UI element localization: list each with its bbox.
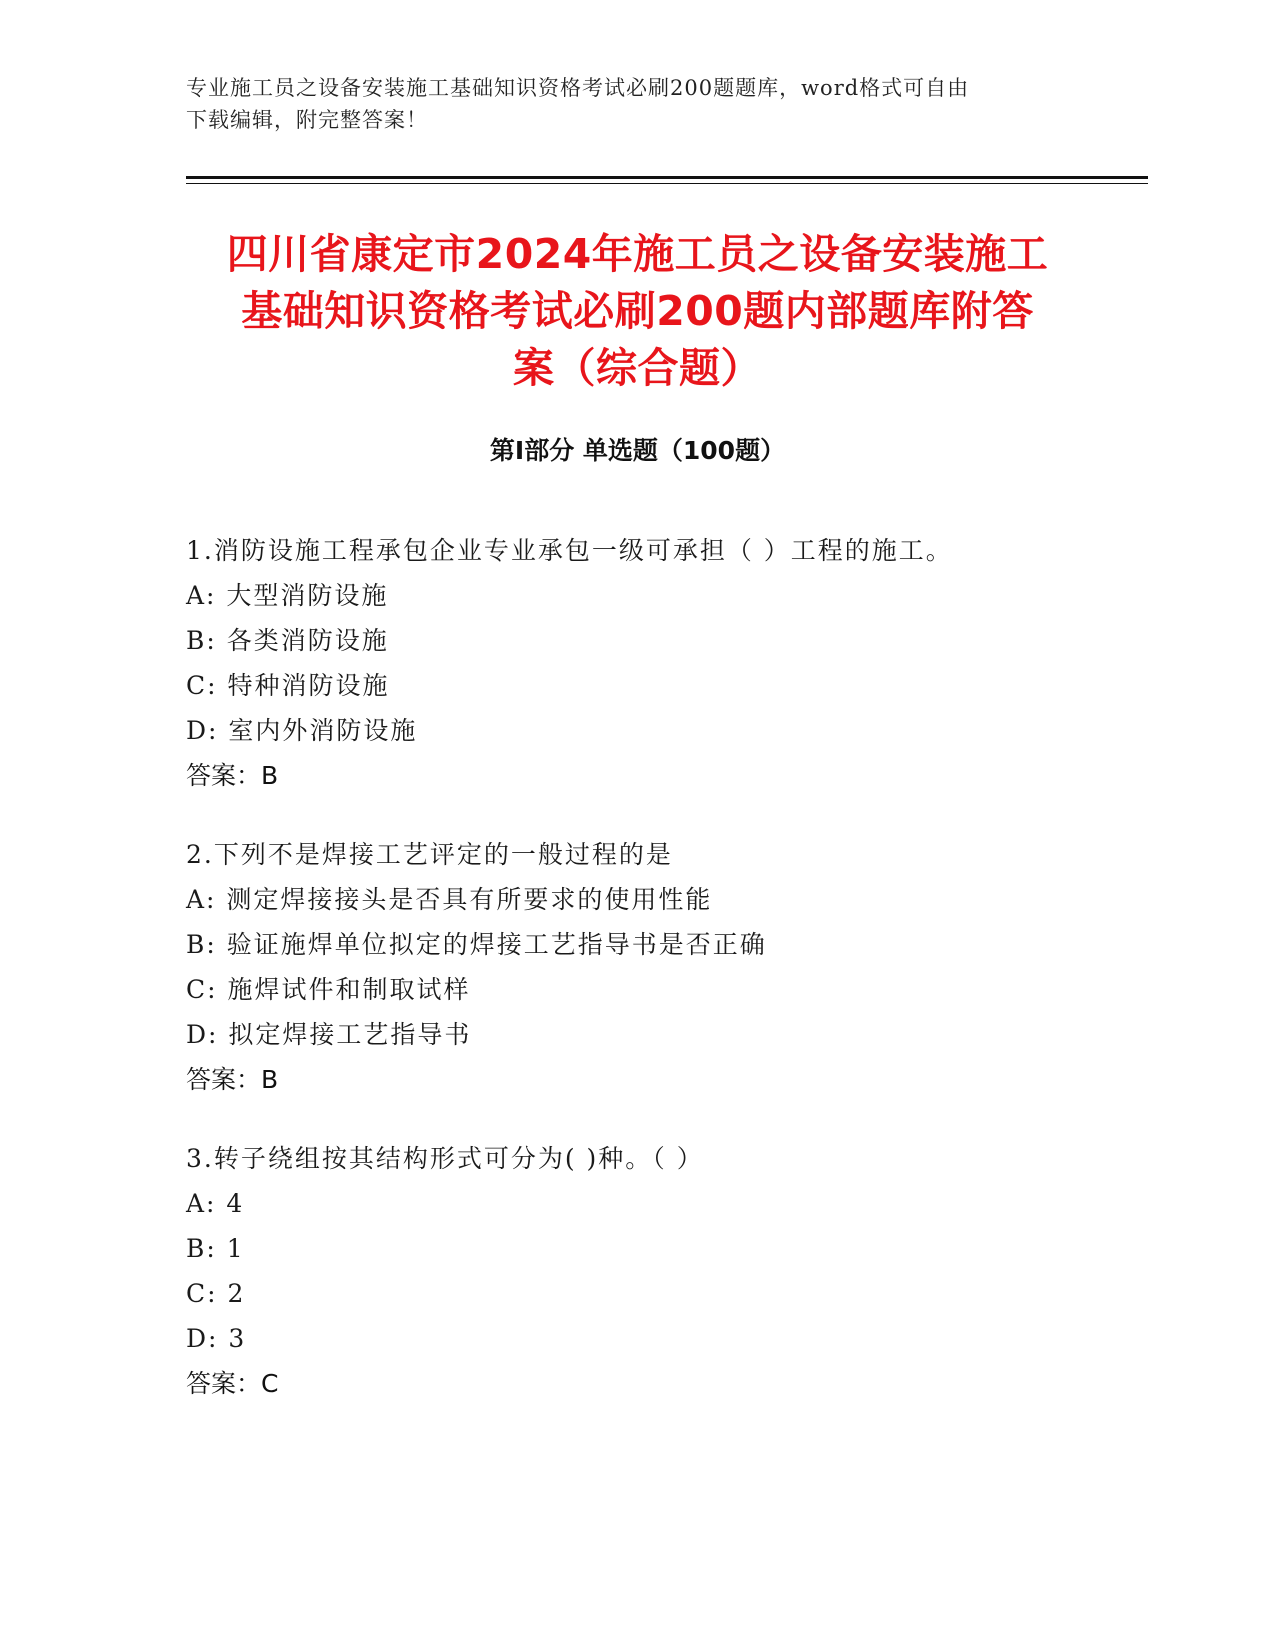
section-title: 第I部分 单选题（100题） — [489, 436, 786, 465]
option-b: B: 1 — [186, 1234, 245, 1263]
answer: 答案：B — [186, 1065, 279, 1094]
header-note-line-1: 专业施工员之设备安装施工基础知识资格考试必刷200题题库，word格式可自由 — [186, 76, 970, 100]
option-b: B: 各类消防设施 — [186, 626, 389, 655]
option-c: C: 施焊试件和制取试样 — [186, 975, 471, 1004]
option-a: A: 测定焊接接头是否具有所要求的使用性能 — [186, 885, 713, 914]
option-a: A: 4 — [186, 1189, 245, 1218]
option-d: D: 3 — [186, 1324, 247, 1353]
question-2 — [186, 832, 1136, 1102]
title-line-3: 案（综合题） — [513, 344, 762, 392]
option-a: A: 大型消防设施 — [186, 581, 389, 610]
option-c: C: 特种消防设施 — [186, 671, 390, 700]
option-b: B: 验证施焊单位拟定的焊接工艺指导书是否正确 — [186, 930, 767, 959]
question-1 — [186, 528, 1136, 798]
header-note — [186, 72, 1086, 136]
option-c: C: 2 — [186, 1279, 246, 1308]
option-d: D: 室内外消防设施 — [186, 716, 418, 745]
question-stem: 3.转子绕组按其结构形式可分为( )种。（ ） — [186, 1144, 704, 1173]
title-line-2: 基础知识资格考试必刷200题内部题库附答 — [241, 287, 1034, 335]
title-line-1: 四川省康定市2024年施工员之设备安装施工 — [226, 230, 1049, 278]
header-divider-thick — [186, 176, 1148, 179]
option-d: D: 拟定焊接工艺指导书 — [186, 1020, 472, 1049]
question-list — [186, 528, 1136, 1440]
question-stem: 2.下列不是焊接工艺评定的一般过程的是 — [186, 840, 673, 869]
header-divider-thin — [186, 183, 1148, 184]
document-title — [160, 226, 1115, 397]
header-note-line-2: 下载编辑，附完整答案！ — [186, 108, 428, 132]
answer: 答案：C — [186, 1369, 279, 1398]
question-stem: 1.消防设施工程承包企业专业承包一级可承担（ ）工程的施工。 — [186, 536, 953, 565]
question-3 — [186, 1136, 1136, 1406]
answer: 答案：B — [186, 761, 279, 790]
